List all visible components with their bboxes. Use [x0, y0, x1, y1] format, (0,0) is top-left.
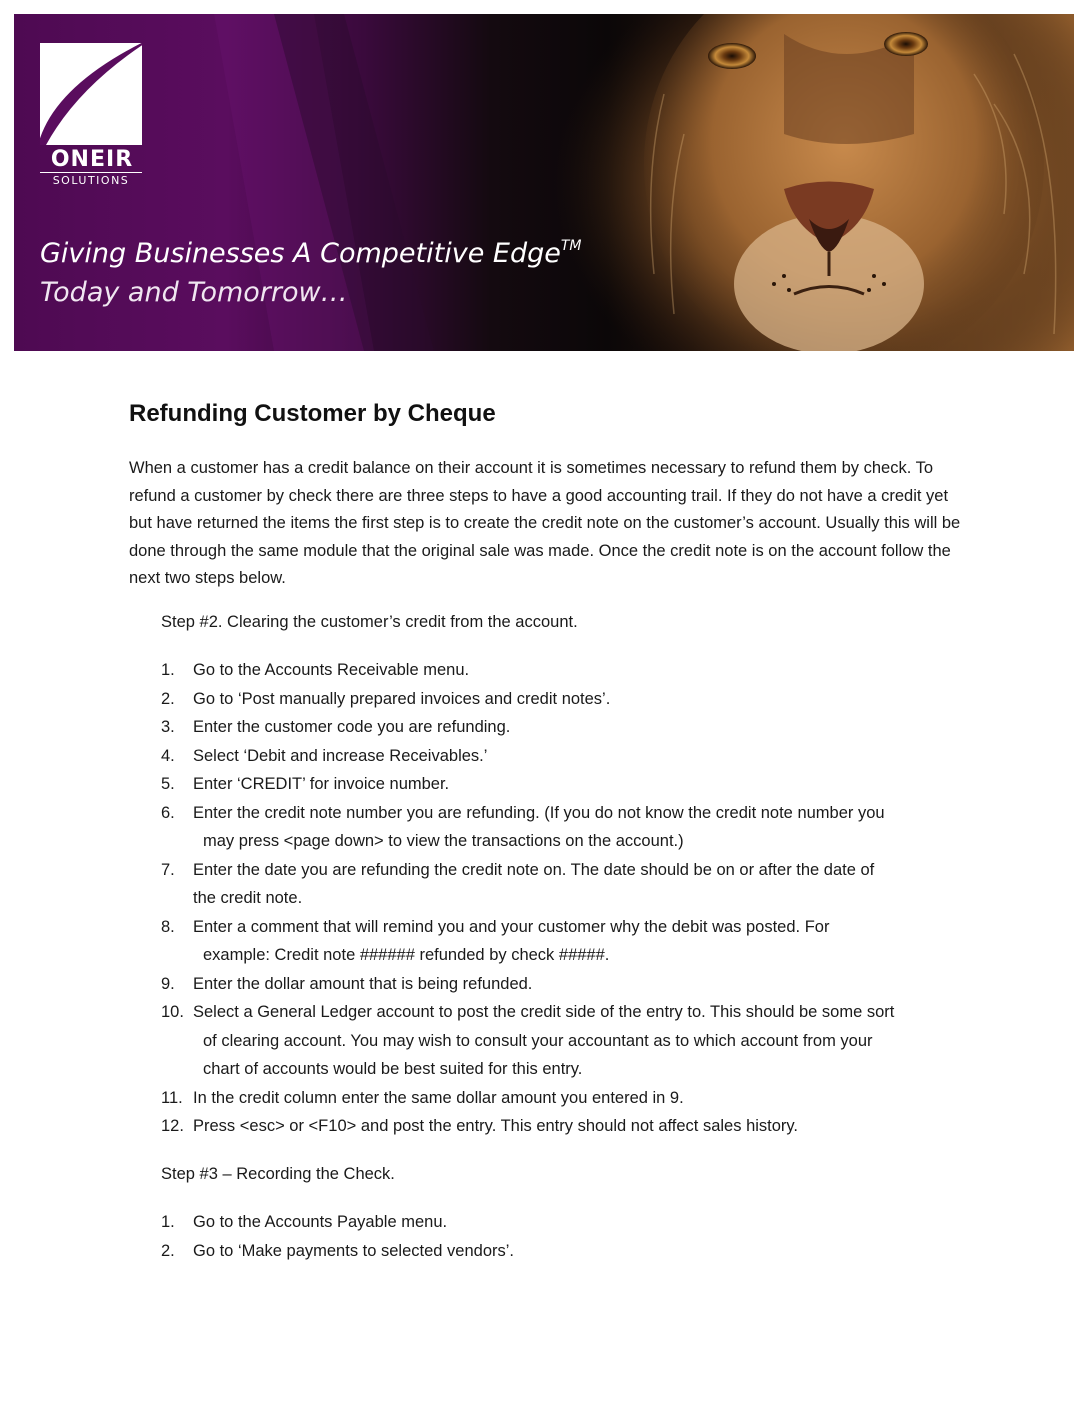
list-item — [161, 742, 981, 771]
item-number: 7. — [161, 860, 175, 879]
list-item — [161, 770, 981, 799]
item-text: Enter ‘CREDIT’ for invoice number. — [193, 775, 450, 793]
item-number: 1. — [161, 1213, 175, 1231]
list-item — [161, 1112, 981, 1141]
item-text: Enter the dollar amount that is being refunded. — [193, 974, 533, 993]
item-number: 6. — [161, 803, 175, 822]
tagline-secondary: Today and Tomorrow… — [40, 277, 348, 308]
logo-subtitle: SOLUTIONS — [40, 172, 142, 187]
list-item — [161, 685, 981, 714]
item-text: In the credit column enter the same dollar amount you entered in 9. — [193, 1088, 684, 1107]
tagline — [40, 238, 581, 269]
item-text-continued: the credit note. — [193, 889, 303, 907]
item-text: Go to the Accounts Receivable menu. — [193, 661, 470, 679]
step2-list — [161, 656, 981, 1141]
list-item — [161, 713, 981, 742]
item-text: Select a General Ledger account to post the credit side of the entry to. This should be some sort — [193, 1003, 895, 1021]
tagline-text: Giving Businesses A Competitive Edge — [40, 238, 561, 269]
item-number: 4. — [161, 746, 175, 765]
list-item — [161, 656, 981, 685]
item-text-continued: may press <page down> to view the transactions on the account.) — [203, 832, 684, 850]
item-number: 2. — [161, 1241, 175, 1260]
item-number: 2. — [161, 689, 175, 708]
header-banner — [14, 14, 1074, 351]
item-number: 8. — [161, 917, 175, 936]
list-item — [161, 856, 981, 913]
item-number: 9. — [161, 974, 175, 993]
item-text-continued: example: Credit note ###### refunded by check #####. — [203, 946, 610, 964]
item-text: Go to ‘Post manually prepared invoices and credit notes’. — [193, 689, 611, 708]
intro-paragraph: When a customer has a credit balance on their account it is sometimes necessary to refund them by check. To refund a customer by check there are three steps to have a good accounting trail. If they do not have a credit yet but have returned the items the first step is to create the credit note on the customer’s account. Usually this will be done through the same module that the original sale was made. Once the credit note is on the account follow the next two steps below. — [129, 459, 961, 587]
list-item — [161, 913, 981, 970]
list-item — [161, 799, 981, 856]
step3-heading: Step #3 – Recording the Check. — [161, 1165, 395, 1183]
item-text: Go to ‘Make payments to selected vendors’. — [193, 1241, 514, 1260]
step2-heading: Step #2. Clearing the customer’s credit from the account. — [161, 613, 578, 631]
item-text: Enter the customer code you are refunding. — [193, 718, 511, 736]
item-number: 12. — [161, 1117, 184, 1135]
item-number: 1. — [161, 661, 175, 679]
item-text: Enter the date you are refunding the credit note on. The date should be on or after the date of — [193, 860, 875, 879]
item-text: Press <esc> or <F10> and post the entry. This entry should not affect sales history. — [193, 1117, 799, 1135]
item-text: Enter a comment that will remind you and your customer why the debit was posted. For — [193, 917, 830, 936]
item-text-continued: of clearing account. You may wish to consult your accountant as to which account from your — [203, 1031, 873, 1050]
list-item — [161, 970, 981, 999]
logo-mark — [40, 43, 142, 145]
list-item — [161, 998, 981, 1084]
step3-list — [161, 1208, 981, 1265]
page-title: Refunding Customer by Cheque — [129, 400, 496, 427]
trademark-mark: TM — [560, 238, 582, 254]
oneir-logo — [40, 38, 144, 198]
item-text: Go to the Accounts Payable menu. — [193, 1213, 448, 1231]
item-text: Enter the credit note number you are refunding. (If you do not know the credit note number you — [193, 803, 885, 822]
item-number: 10. — [161, 1003, 184, 1021]
item-number: 11. — [161, 1088, 183, 1107]
list-item — [161, 1208, 981, 1237]
swoosh-icon — [40, 43, 142, 145]
logo-name: ONEIR — [50, 147, 134, 172]
item-text: Select ‘Debit and increase Receivables.’ — [193, 746, 488, 765]
list-item — [161, 1084, 981, 1113]
list-item — [161, 1237, 981, 1266]
item-number: 5. — [161, 775, 175, 793]
item-text-continued: chart of accounts would be best suited for this entry. — [203, 1060, 583, 1078]
item-number: 3. — [161, 718, 175, 736]
